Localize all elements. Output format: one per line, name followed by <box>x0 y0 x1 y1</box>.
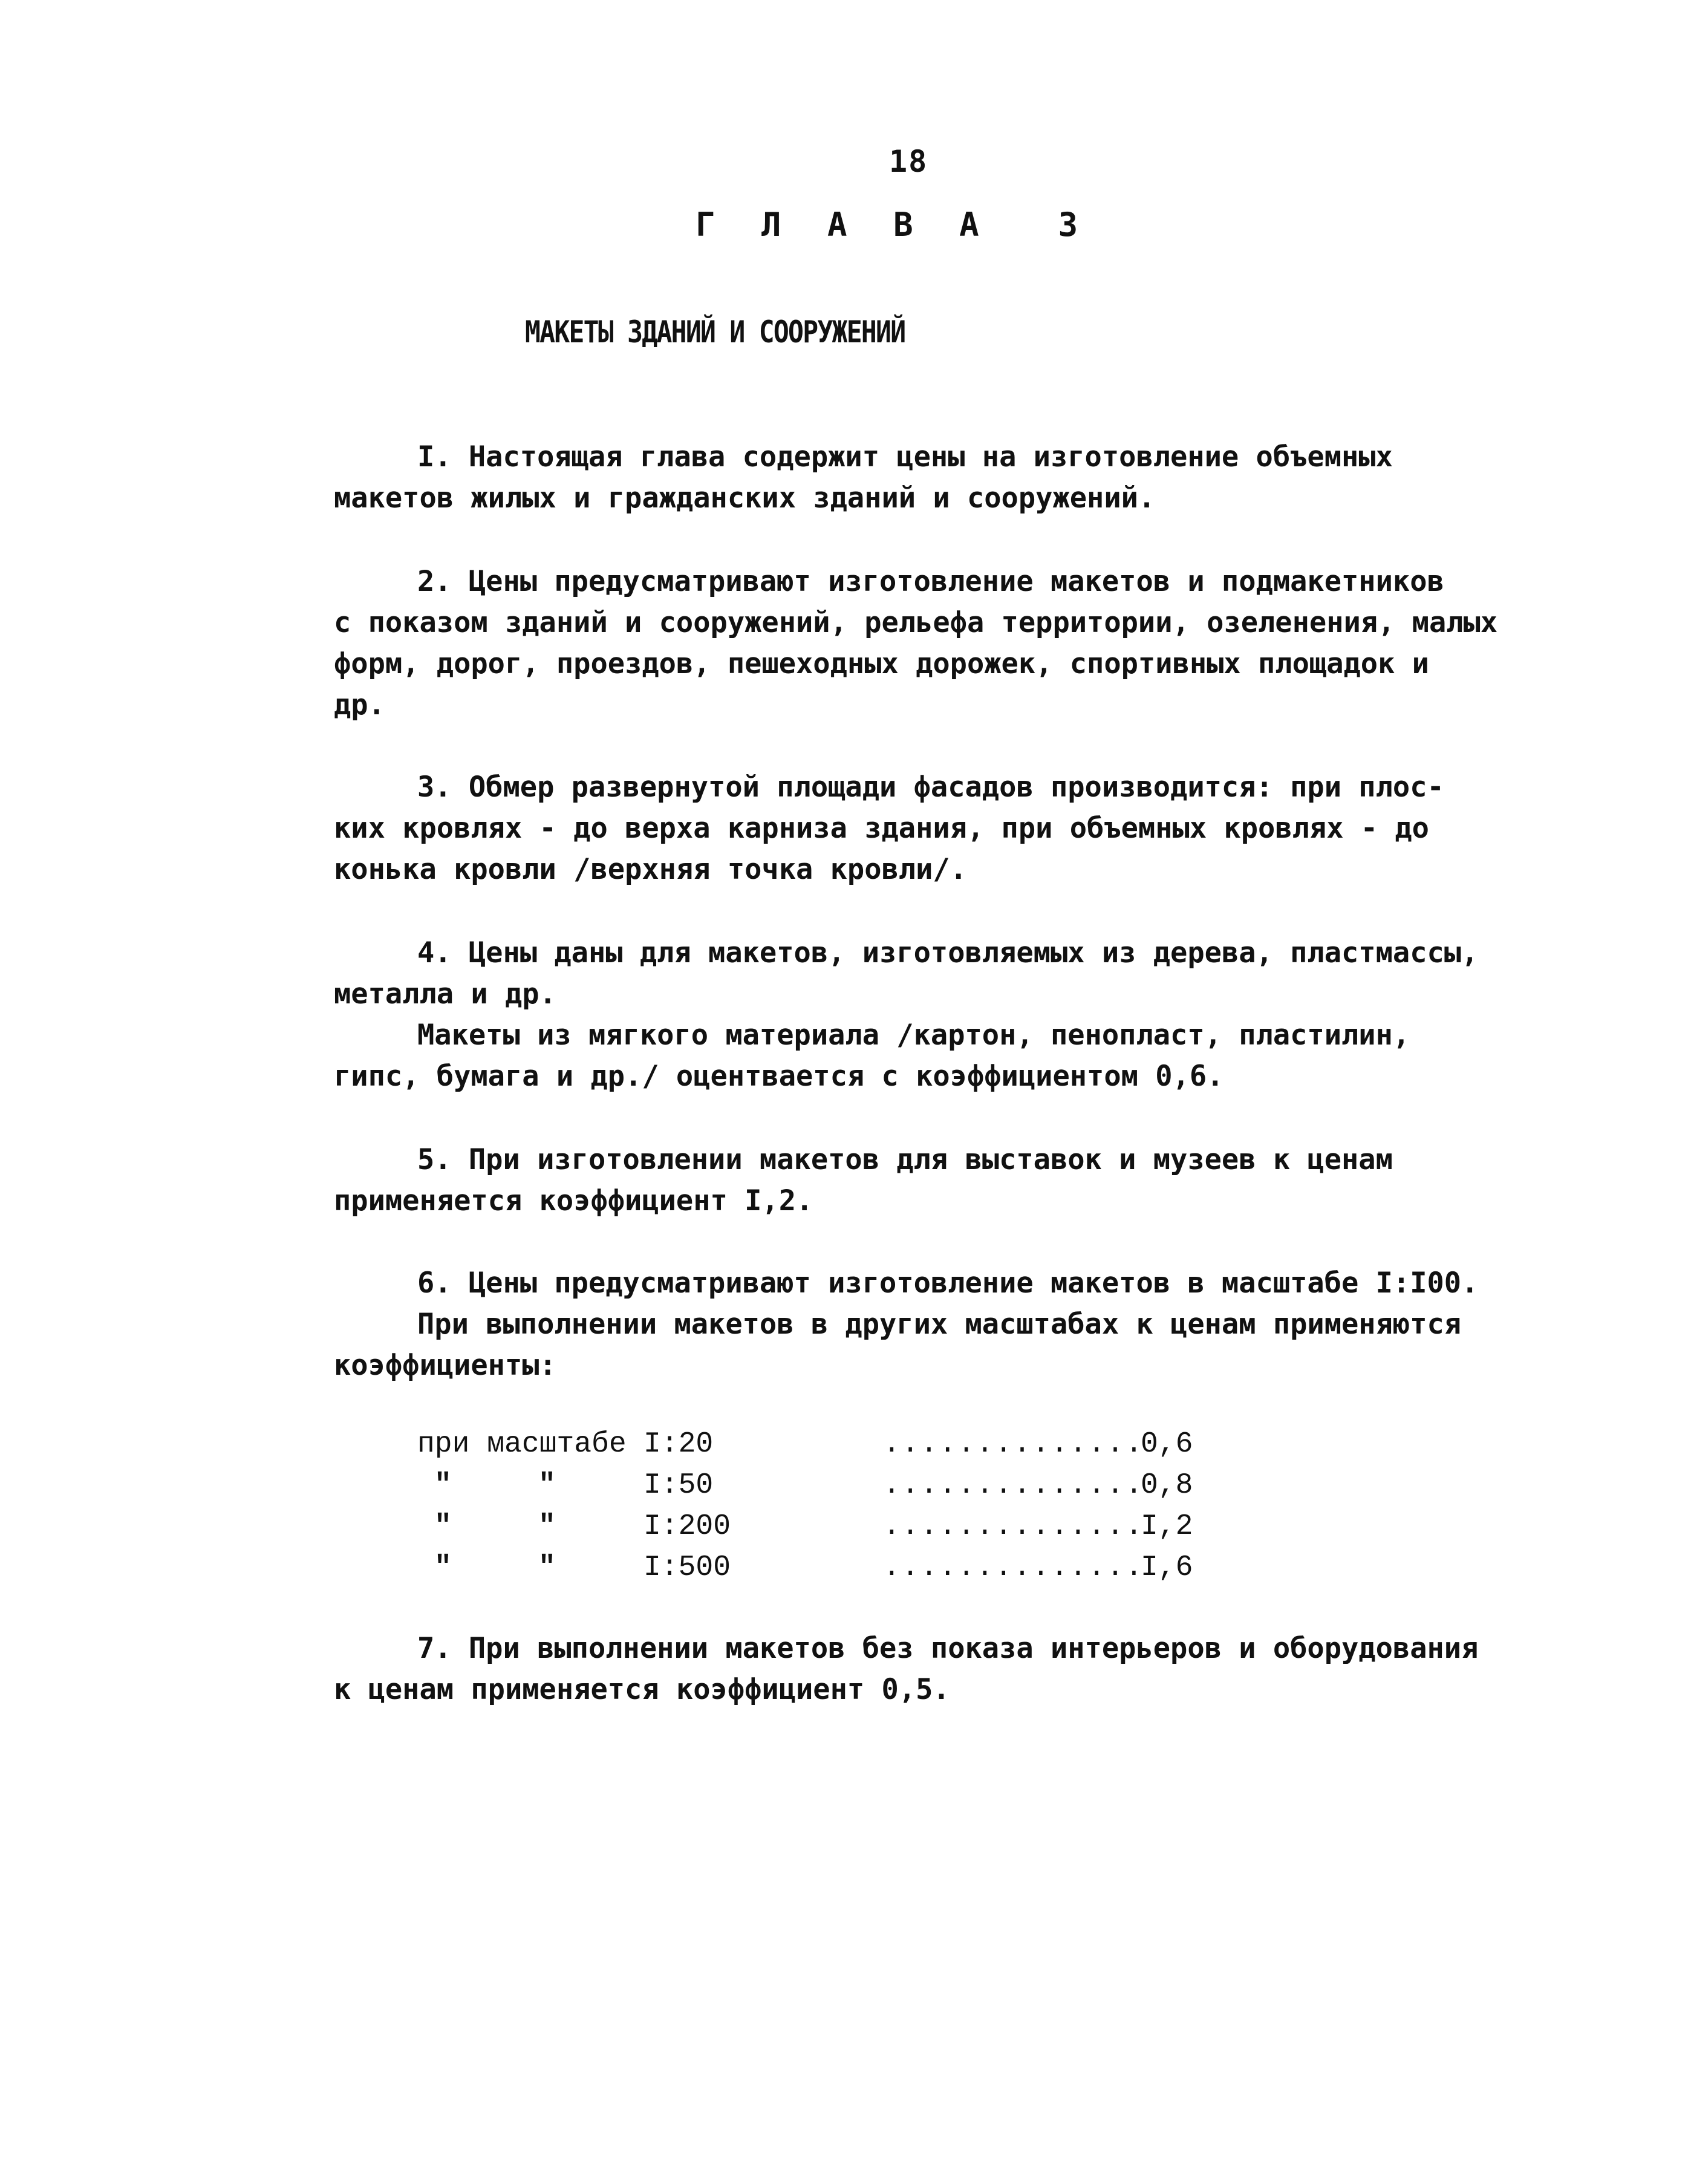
paragraph-7 <box>334 1628 1519 1710</box>
paragraph-line: I. Настоящая глава содержит цены на изготовление объемных <box>417 440 1393 474</box>
coefficient-value: 0,8 <box>1141 1469 1193 1502</box>
paragraph-line: применяется коэффициент I,2. <box>334 1184 813 1217</box>
paragraph-line: 5. При изготовлении макетов для выставок и музеев к ценам <box>417 1143 1393 1176</box>
paragraph-3 <box>334 767 1519 890</box>
paragraph-line: коэффициенты: <box>334 1349 556 1382</box>
table-row <box>417 1465 1216 1506</box>
paragraph-line: конька кровли /верхняя точка кровли/. <box>334 853 967 886</box>
paragraph-2 <box>334 561 1519 726</box>
scale-value: I:200 <box>643 1510 731 1543</box>
paragraph-line: к ценам применяется коэффициент 0,5. <box>334 1673 950 1706</box>
paragraph-4 <box>334 933 1519 1097</box>
chapter-title: Г Л А В А 3 <box>696 206 1092 244</box>
scale-coefficient-table <box>417 1424 1216 1588</box>
paragraph-line: др. <box>334 688 385 722</box>
paragraph-line: 6. Цены предусматривают изготовление макетов в масштабе I:I00. <box>417 1266 1479 1300</box>
dot-leader: .............. <box>883 1469 1144 1502</box>
coefficient-value: 0,6 <box>1141 1428 1193 1461</box>
coefficient-value: I,6 <box>1141 1551 1193 1584</box>
ditto-mark: " <box>434 1510 452 1543</box>
paragraph-line: гипс, бумага и др./ оцентвается с коэффициентом 0,6. <box>334 1060 1224 1093</box>
table-row <box>417 1547 1216 1588</box>
dot-leader: .............. <box>883 1551 1144 1584</box>
table-row <box>417 1424 1216 1465</box>
chapter-subtitle: МАКЕТЫ ЗДАНИЙ И СООРУЖЕНИЙ <box>525 315 905 350</box>
paragraph-line: 7. При выполнении макетов без показа интерьеров и оборудования <box>417 1632 1479 1665</box>
paragraph-line: Макеты из мягкого материала /картон, пенопласт, пластилин, <box>417 1019 1410 1052</box>
table-row <box>417 1506 1216 1547</box>
paragraph-line: 2. Цены предусматривают изготовление макетов и подмакетников <box>417 565 1444 598</box>
ditto-mark: " <box>538 1510 556 1543</box>
paragraph-line: с показом зданий и сооружений, рельефа территории, озеленения, малых <box>334 606 1498 639</box>
dot-leader: .............. <box>883 1428 1144 1461</box>
paragraph-line: При выполнении макетов в других масштабах к ценам применяются <box>417 1308 1462 1341</box>
paragraph-5 <box>334 1139 1519 1222</box>
paragraph-line: ких кровлях - до верха карниза здания, при объемных кровлях - до <box>334 812 1429 845</box>
paragraph-line: макетов жилых и гражданских зданий и сооружений. <box>334 481 1156 515</box>
dot-leader: .............. <box>883 1510 1144 1543</box>
paragraph-line: металла и др. <box>334 977 556 1011</box>
paragraph-line: 4. Цены даны для макетов, изготовляемых из дерева, пластмассы, <box>417 936 1479 970</box>
page-number: 18 <box>889 144 928 179</box>
paragraph-line: форм, дорог, проездов, пешеходных дорожек, спортивных площадок и <box>334 647 1429 680</box>
coefficient-value: I,2 <box>1141 1510 1193 1543</box>
scale-value: I:50 <box>643 1469 714 1502</box>
scale-prefix: при масштабе <box>417 1428 627 1461</box>
ditto-mark: " <box>434 1469 452 1502</box>
scale-value: I:20 <box>643 1428 714 1461</box>
paragraph-line: 3. Обмер развернутой площади фасадов производится: при плос- <box>417 771 1444 804</box>
paragraph-1 <box>334 437 1519 519</box>
ditto-mark: " <box>434 1551 452 1584</box>
paragraph-6 <box>334 1263 1519 1386</box>
ditto-mark: " <box>538 1469 556 1502</box>
ditto-mark: " <box>538 1551 556 1584</box>
scale-value: I:500 <box>643 1551 731 1584</box>
